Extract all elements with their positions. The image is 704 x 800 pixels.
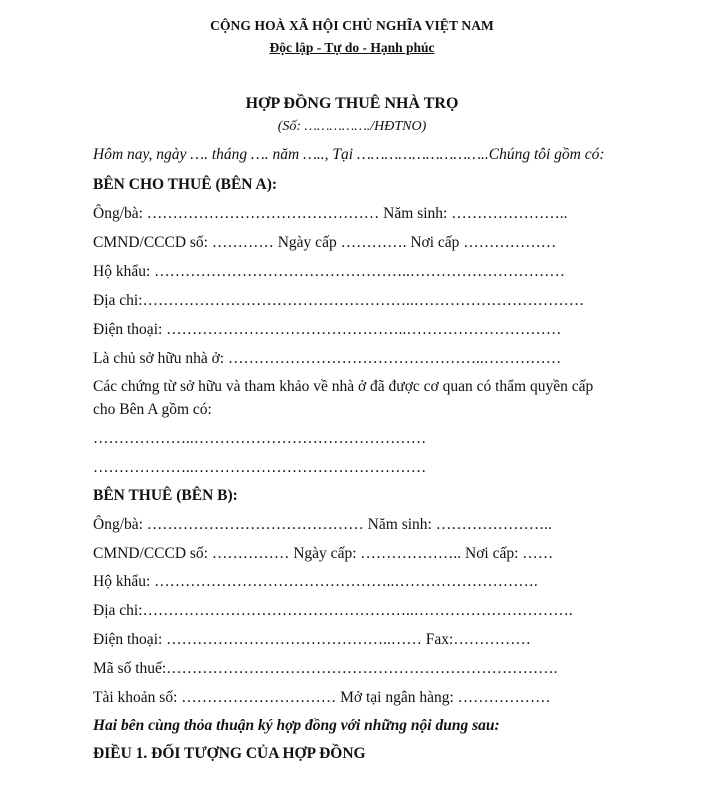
party-a-household-line: Hộ khẩu: …………………………………………..…………………………	[93, 263, 565, 280]
party-b-name-line: Ông/bà: …………………………………… Năm sinh: …………………..	[93, 516, 552, 533]
party-a-blank-line-2: ………………..………………………………………	[93, 459, 427, 476]
agreement-line: Hai bên cùng thỏa thuận ký hợp đồng với những nội dung sau:	[93, 717, 500, 734]
party-b-phone-line: Điện thoại: ……………………………………..…… Fax:……………	[93, 631, 531, 648]
party-a-id-line: CMND/CCCD số: ………… Ngày cấp …………. Nơi cấp ………………	[93, 234, 557, 251]
document-title: HỢP ĐỒNG THUÊ NHÀ TRỌ	[245, 95, 459, 112]
party-a-phone-line: Điện thoại: ………………………………………..…………………………	[93, 321, 562, 338]
national-motto: Độc lập - Tự do - Hạnh phúc	[269, 40, 435, 55]
party-b-bank-line: Tài khoản số: ………………………… Mở tại ngân hàng: ………………	[93, 689, 551, 706]
party-b-tax-line: Mã số thuế:………………………………………………………………….	[93, 660, 558, 677]
article-1-heading: ĐIỀU 1. ĐỐI TƯỢNG CỦA HỢP ĐỒNG	[93, 745, 366, 762]
intro-line: Hôm nay, ngày …. tháng …. năm ….., Tại ………………………..Chúng tôi gồm có:	[93, 146, 605, 163]
party-b-id-line: CMND/CCCD số: …………… Ngày cấp: ……………….. Nơi cấp: ……	[93, 545, 554, 562]
party-a-address-line: Địa chi:……………………………………………..……………………………	[93, 292, 585, 309]
party-a-documents-line-2: cho Bên A gồm có:	[93, 401, 212, 418]
party-b-heading: BÊN THUÊ (BÊN B):	[93, 487, 238, 504]
party-b-address-line: Địa chi:……………………………………………..………………………….	[93, 602, 573, 619]
party-a-heading: BÊN CHO THUÊ (BÊN A):	[93, 176, 278, 193]
party-a-owner-line: Là chủ sở hữu nhà ở: …………………………………………..……………	[93, 350, 562, 367]
document-number: (Số: ……………./HĐTNO)	[277, 119, 427, 134]
party-a-name-line: Ông/bà: ……………………………………… Năm sinh: …………………..	[93, 205, 568, 222]
party-a-documents-line: Các chứng từ sở hữu và tham khảo về nhà ở đã được cơ quan có thẩm quyền cấp	[93, 378, 594, 395]
national-header: CỘNG HOÀ XÃ HỘI CHỦ NGHĨA VIỆT NAM	[210, 18, 494, 33]
party-b-household-line: Hộ khẩu: ………………………………………..……………………….	[93, 573, 538, 590]
party-a-blank-line-1: ………………..………………………………………	[93, 430, 427, 447]
